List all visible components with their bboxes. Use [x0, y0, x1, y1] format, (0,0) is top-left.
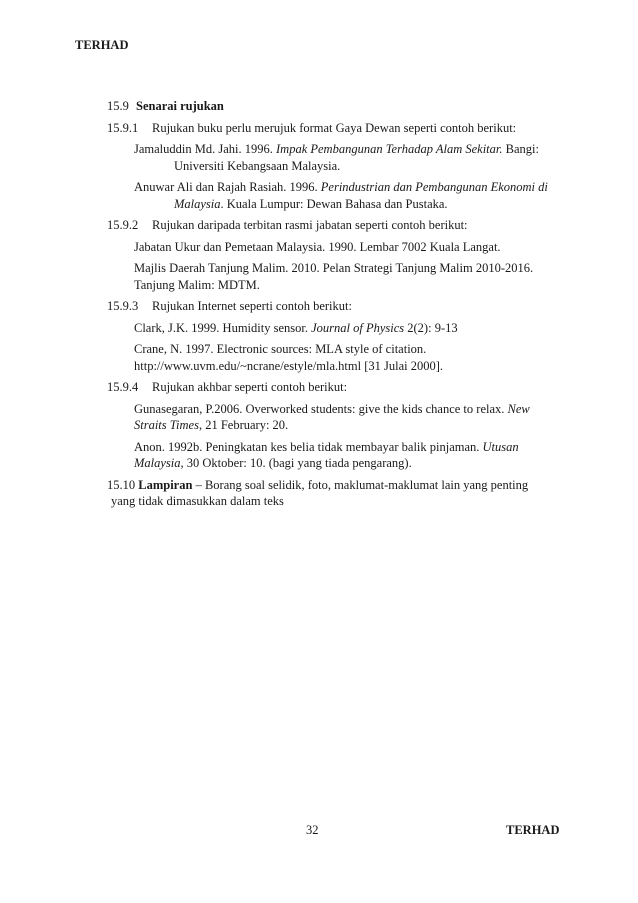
ref-text: Bangi: Universiti Kebangsaan Malaysia. [174, 142, 539, 173]
subsection-number: 15.9.2 [107, 218, 139, 232]
subsection-official [107, 217, 563, 234]
ref-title: New Straits Times [134, 401, 530, 432]
reference-newspaper-2 [134, 439, 563, 472]
subsection-text: Rujukan buku perlu merujuk format Gaya Dewan seperti contoh berikut: [152, 120, 517, 135]
subsection-text: Rujukan Internet seperti contoh berikut: [152, 299, 352, 313]
ref-text: 2(2): 9-13 [404, 320, 458, 335]
reference-official-1: Jabatan Ukur dan Pemetaan Malaysia. 1990. Lembar 7002 Kuala Langat. [134, 239, 501, 254]
ref-line: Crane, N. 1997. Electronic sources: MLA style of citation. [134, 342, 427, 356]
section-number: 15.9 [107, 99, 129, 113]
ref-text: Gunasegaran, P.2006. Overworked students: give the kids chance to relax. [134, 401, 508, 416]
ref-title: Utusan Malaysia [134, 439, 519, 470]
ref-title: Journal of Physics [311, 320, 405, 335]
footer-classification: TERHAD [506, 823, 560, 837]
ref-line: Tanjung Malim: MDTM. [134, 277, 260, 292]
section-heading [107, 98, 563, 115]
ref-text: Anon. 1992b. Peningkatan kes belia tidak membayar balik pinjaman. [134, 439, 483, 454]
reference-internet-1 [134, 320, 563, 337]
ref-text: . Kuala Lumpur: Dewan Bahasa dan Pustaka. [220, 196, 448, 211]
subsection-number: 15.9.1 [107, 120, 139, 135]
header-classification: TERHAD [75, 38, 129, 52]
reference-book-2 [134, 179, 563, 212]
subsection-newspaper [107, 379, 563, 396]
lampiran-number: 15.10 [107, 477, 136, 492]
content [107, 98, 563, 510]
lampiran-title: Lampiran [138, 477, 193, 492]
ref-title: Impak Pembangunan Terhadap Alam Sekitar. [276, 142, 503, 156]
section-lampiran [107, 477, 563, 510]
subsection-number: 15.9.3 [107, 299, 139, 313]
subsection-number: 15.9.4 [107, 380, 139, 394]
subsection-internet [107, 298, 563, 315]
ref-text: Anuwar Ali dan Rajah Rasiah. 1996. [134, 180, 321, 194]
ref-text: , 21 February: 20. [198, 418, 289, 432]
ref-text: , 30 Oktober: 10. (bagi yang tiada pengarang). [180, 456, 412, 470]
reference-newspaper-1 [134, 401, 563, 434]
ref-url: http://www.uvm.edu/~ncrane/estyle/mla.html [31 Julai 2000]. [134, 358, 444, 373]
subsection-books [107, 120, 563, 137]
subsection-text: Rujukan daripada terbitan rasmi jabatan seperti contoh berikut: [152, 218, 468, 232]
lampiran-text-cont: yang tidak dimasukkan dalam teks [111, 494, 284, 508]
ref-text: Clark, J.K. 1999. Humidity sensor. [134, 320, 312, 335]
ref-text: Jamaluddin Md. Jahi. 1996. [134, 142, 277, 156]
subsection-text: Rujukan akhbar seperti contoh berikut: [152, 380, 348, 394]
page-number: 32 [306, 823, 319, 837]
ref-title: Perindustrian dan Pembangunan Ekonomi di Malaysia [174, 180, 548, 211]
ref-line: Majlis Daerah Tanjung Malim. 2010. Pelan Strategi Tanjung Malim 2010-2016. [134, 261, 534, 275]
lampiran-text: – Borang soal selidik, foto, maklumat-maklumat lain yang penting [195, 477, 529, 492]
section-title: Senarai rujukan [136, 99, 224, 113]
reference-official-2 [134, 260, 563, 293]
reference-book-1 [134, 141, 563, 174]
reference-internet-2 [134, 341, 563, 374]
